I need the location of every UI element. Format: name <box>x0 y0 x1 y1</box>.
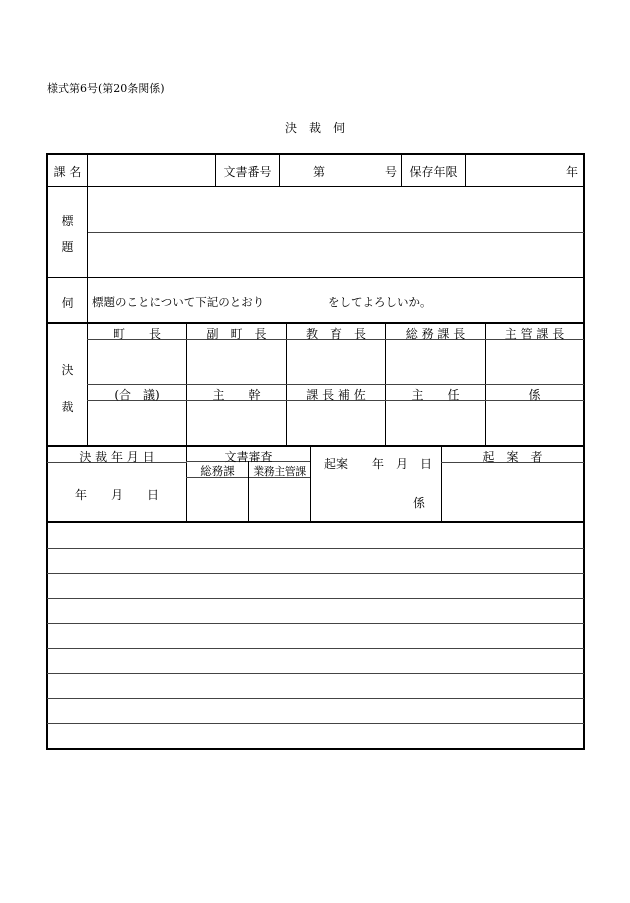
approver-header-managing-chief: 主 管 課 長 <box>504 327 565 341</box>
approver-header-officer: 主 任 <box>411 388 460 402</box>
decision-date-value[interactable]: 年 月 日 <box>74 488 159 502</box>
stamp-box-deputy-mayor[interactable] <box>188 341 285 383</box>
inquiry-text: 標題のことについて下記のとおり <box>92 295 265 309</box>
notes-ruled-area[interactable] <box>48 524 583 748</box>
approval-label-2: 裁 <box>61 400 74 414</box>
doc-number-label: 文書番号 <box>223 165 272 179</box>
doc-number-suffix: 号 <box>385 165 398 179</box>
approver-header-superintendent: 教 育 長 <box>305 327 366 341</box>
doc-number-prefix: 第 <box>313 165 326 179</box>
doc-review-label: 文書審査 <box>224 450 273 464</box>
decision-date-label: 決 裁 年 月 日 <box>79 450 155 464</box>
stamp-box-mayor[interactable] <box>89 341 185 383</box>
retention-field[interactable] <box>467 156 562 185</box>
review-business-stamp-box[interactable] <box>250 479 309 521</box>
stamp-box-officer[interactable] <box>387 402 484 444</box>
approver-header-consultation: (合 議) <box>114 388 160 402</box>
stamp-box-superintendent[interactable] <box>288 341 384 383</box>
doc-number-field[interactable] <box>327 156 382 185</box>
drafter-label: 起 案 者 <box>482 450 543 464</box>
review-general-affairs-label: 総務課 <box>200 464 235 478</box>
draft-staff-label: 係 <box>413 496 426 510</box>
subject-label-2: 題 <box>61 240 74 254</box>
retention-label: 保存年限 <box>409 165 458 179</box>
stamp-box-managing-chief[interactable] <box>487 341 583 383</box>
retention-unit: 年 <box>566 165 579 179</box>
dept-name-field[interactable] <box>89 156 214 185</box>
approver-header-mayor: 町 長 <box>112 327 161 341</box>
form-number-label: 様式第6号(第20条関係) <box>47 82 165 95</box>
approver-header-supervisor: 主 幹 <box>212 388 261 402</box>
inquiry-text-tail: をしてよろしいか。 <box>328 295 432 309</box>
approver-header-assistant-chief: 課 長 補 佐 <box>306 388 366 402</box>
approver-header-deputy-mayor: 副 町 長 <box>206 327 267 341</box>
stamp-box-staff[interactable] <box>487 402 583 444</box>
inquiry-action-field[interactable] <box>270 286 325 314</box>
document-title: 決 裁 伺 <box>284 121 345 135</box>
stamp-box-assistant-chief[interactable] <box>288 402 384 444</box>
approver-header-staff: 係 <box>528 388 541 402</box>
drafter-stamp-box[interactable] <box>443 464 583 521</box>
stamp-box-general-affairs-chief[interactable] <box>387 341 484 383</box>
approval-label-1: 決 <box>61 363 74 377</box>
subject-label-1: 標 <box>61 214 74 228</box>
stamp-box-supervisor[interactable] <box>188 402 285 444</box>
inquiry-label: 伺 <box>61 296 74 310</box>
review-business-label: 業務主管課 <box>253 465 306 478</box>
dept-name-label: 課 名 <box>53 165 82 179</box>
stamp-box-consultation[interactable] <box>89 402 185 444</box>
approver-header-general-affairs-chief: 総 務 課 長 <box>405 327 466 341</box>
review-general-stamp-box[interactable] <box>188 479 247 521</box>
draft-date-label[interactable]: 起案 年 月 日 <box>324 457 433 471</box>
subject-field[interactable] <box>89 188 583 276</box>
